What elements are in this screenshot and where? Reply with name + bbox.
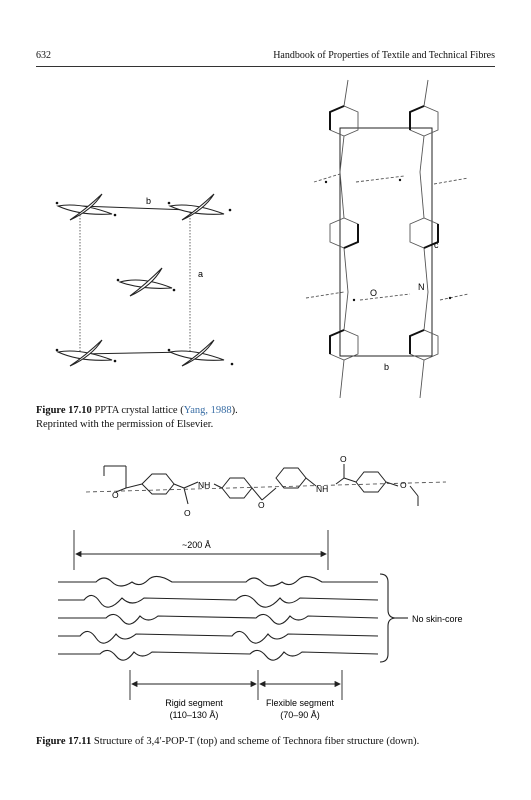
structure-label-o-right: O (400, 480, 407, 490)
figure-17-11-caption (36, 735, 419, 749)
length-label: ~200 Å (182, 540, 211, 550)
lattice-label-o: O (370, 288, 378, 298)
structure-label-nh-2: NH (316, 484, 329, 494)
pop-t-structure (80, 448, 450, 530)
ppta-lattice-bc (300, 72, 480, 410)
structure-label-o-left: O (112, 490, 119, 500)
lattice-label-a: a (198, 269, 204, 279)
figure-17-10-label: Figure 17.10 (36, 405, 92, 416)
figure-17-10-line2: Reprinted with the permission of Elsevier. (36, 419, 214, 430)
flexible-segment-range: (70–90 Å) (280, 710, 320, 720)
structure-label-o-top: O (340, 454, 347, 464)
flexible-segment-label: Flexible segment (265, 698, 335, 708)
figure-17-10-text-after: ). (231, 405, 238, 416)
lattice-label-b-right: b (384, 362, 390, 372)
lattice-label-n: N (418, 282, 425, 292)
technora-fiber-scheme (36, 530, 496, 724)
figure-17-11-text: Structure of 3,4′-POP-T (top) and scheme of Technora fiber structure (down). (93, 736, 420, 747)
figure-17-10-caption (36, 404, 238, 432)
figure-17-10-citation[interactable]: Yang, 1988 (183, 405, 232, 416)
structure-label-o-amide: O (184, 508, 191, 518)
rigid-segment-range: (110–130 Å) (169, 710, 219, 720)
page-number: 632 (36, 50, 51, 61)
page-header (36, 50, 495, 66)
structure-label-nh-1: NH (198, 480, 211, 490)
lattice-label-c: c (434, 240, 439, 250)
figure-17-10-text-before: PPTA crystal lattice ( (94, 405, 184, 416)
lattice-label-b: b (146, 196, 152, 206)
running-title: Handbook of Properties of Textile and Technical Fibres (273, 50, 495, 61)
ppta-lattice-ab (40, 170, 270, 380)
rigid-segment-label: Rigid segment (165, 698, 223, 708)
header-rule (36, 66, 495, 67)
structure-label-o-ether: O (258, 500, 265, 510)
figure-17-11-label: Figure 17.11 (36, 736, 92, 747)
no-skin-core-label: No skin-core (412, 614, 463, 624)
